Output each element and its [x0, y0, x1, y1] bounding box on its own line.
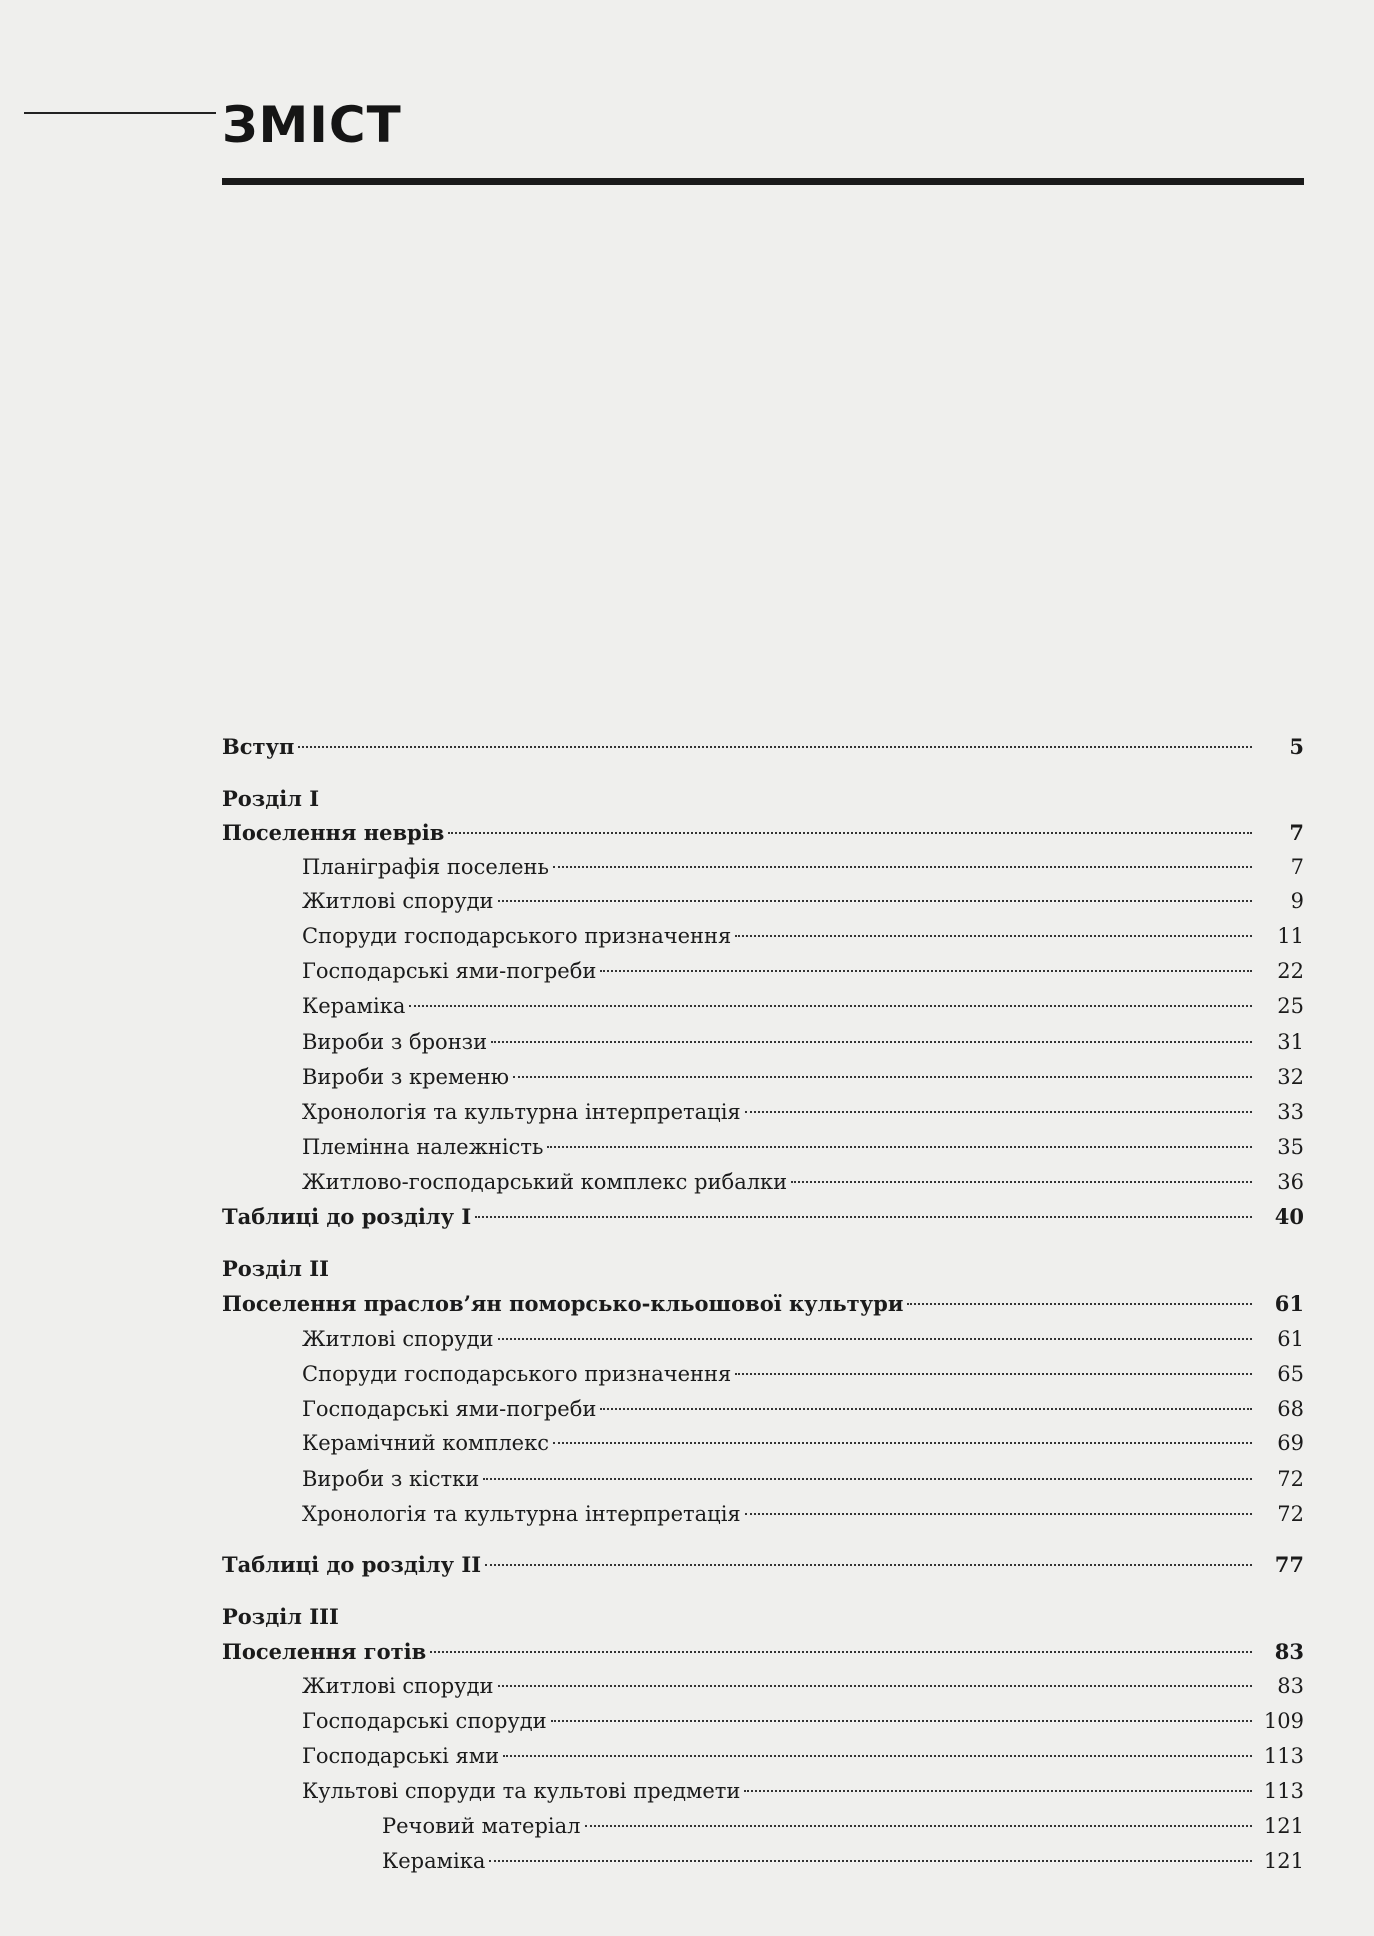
- toc-page-number: 61: [1274, 1291, 1304, 1316]
- toc-page-number: 121: [1263, 1849, 1304, 1873]
- toc-entry: [302, 919, 1304, 953]
- toc-entry-label: Хронологія та культурна інтерпретація: [302, 1502, 741, 1526]
- toc-entry: [302, 1392, 1304, 1426]
- toc-page-number: 109: [1263, 1709, 1304, 1733]
- toc-entry-label: Кераміка: [382, 1849, 486, 1873]
- toc-entry: [302, 1095, 1304, 1129]
- toc-entry: [222, 782, 1304, 816]
- toc-page-number: 72: [1277, 1502, 1304, 1526]
- toc-entry-label: Розділ I: [222, 786, 320, 811]
- toc-entry-label: Вироби з кременю: [302, 1065, 509, 1089]
- toc-entry-label: Культові споруди та культові предмети: [302, 1779, 741, 1803]
- toc-entry-label: Таблиці до розділу I: [222, 1204, 472, 1229]
- page-title: ЗМІСТ: [222, 96, 402, 154]
- toc-entry: [222, 816, 1304, 850]
- toc-entry-label: Розділ II: [222, 1256, 329, 1281]
- toc-entry: [302, 1426, 1304, 1460]
- toc-entry: [302, 954, 1304, 988]
- toc-entry-label: Таблиці до розділу II: [222, 1552, 482, 1577]
- header-rule-left: [24, 112, 216, 114]
- toc-dot-leader: [600, 1408, 1252, 1410]
- toc-entry-label: Керамічний комплекс: [302, 1431, 549, 1455]
- toc-entry: [222, 1287, 1304, 1321]
- toc-dot-leader: [475, 1216, 1252, 1218]
- toc-entry: [302, 1165, 1304, 1199]
- toc-dot-leader: [489, 1860, 1252, 1862]
- toc-page-number: 32: [1277, 1065, 1304, 1089]
- toc-entry-label: Вступ: [222, 734, 295, 759]
- toc-entry-label: Племінна належність: [302, 1135, 544, 1159]
- toc-entry: [222, 1200, 1304, 1234]
- toc-entry: [302, 850, 1304, 884]
- toc-entry: [302, 1357, 1304, 1391]
- toc-entry: [222, 1600, 1304, 1634]
- toc-page-number: 40: [1274, 1204, 1304, 1229]
- toc-entry: [302, 1497, 1304, 1531]
- toc-page-number: 113: [1263, 1779, 1304, 1803]
- toc-entry-label: Господарські споруди: [302, 1709, 547, 1733]
- toc-dot-leader: [448, 832, 1252, 834]
- toc-page-number: 5: [1289, 734, 1304, 759]
- toc-dot-leader: [553, 1442, 1252, 1444]
- toc-entry: [222, 1252, 1304, 1286]
- toc-entry-label: Господарські ями-погреби: [302, 959, 597, 983]
- toc-dot-leader: [551, 1720, 1252, 1722]
- toc-entry-label: Розділ III: [222, 1604, 339, 1629]
- toc-page-number: 77: [1274, 1552, 1304, 1577]
- toc-page-number: 35: [1277, 1135, 1304, 1159]
- toc-entry: [382, 1844, 1304, 1878]
- toc-entry-label: Планіграфія поселень: [302, 855, 549, 879]
- toc-dot-leader: [298, 746, 1252, 748]
- toc-dot-leader: [547, 1146, 1252, 1148]
- toc-dot-leader: [907, 1303, 1252, 1305]
- toc-page-number: 113: [1263, 1744, 1304, 1768]
- toc-dot-leader: [483, 1478, 1252, 1480]
- toc-entry-label: Поселення праслов’ян поморсько-кльошової культури: [222, 1291, 904, 1316]
- toc-entry-label: Поселення готів: [222, 1639, 427, 1664]
- toc-page-number: 7: [1290, 855, 1304, 879]
- toc-entry: [302, 1774, 1304, 1808]
- toc-entry-label: Поселення неврів: [222, 820, 445, 845]
- toc-page-number: 68: [1277, 1397, 1304, 1421]
- toc-entry-label: Речовий матеріал: [382, 1814, 581, 1838]
- toc-entry: [302, 1322, 1304, 1356]
- toc-entry-label: Хронологія та культурна інтерпретація: [302, 1100, 741, 1124]
- toc-page-number: 72: [1277, 1467, 1304, 1491]
- toc-dot-leader: [498, 1338, 1252, 1340]
- toc-dot-leader: [600, 970, 1252, 972]
- toc-entry-label: Споруди господарського призначення: [302, 924, 732, 948]
- toc-entry: [222, 730, 1304, 764]
- toc-entry-label: Житлові споруди: [302, 889, 494, 913]
- toc-entry: [382, 1809, 1304, 1843]
- toc-dot-leader: [735, 1373, 1252, 1375]
- toc-entry: [302, 989, 1304, 1023]
- toc-entry-label: Господарські ями-погреби: [302, 1397, 597, 1421]
- toc-entry: [302, 1739, 1304, 1773]
- toc-page-number: 33: [1277, 1100, 1304, 1124]
- toc-page-number: 65: [1277, 1362, 1304, 1386]
- toc-entry: [302, 1025, 1304, 1059]
- toc-entry-label: Житлові споруди: [302, 1674, 494, 1698]
- toc-page-number: 83: [1277, 1674, 1304, 1698]
- toc-dot-leader: [498, 1685, 1252, 1687]
- toc-page-number: 36: [1277, 1170, 1304, 1194]
- toc-dot-leader: [585, 1825, 1253, 1827]
- toc-entry-label: Вироби з кістки: [302, 1467, 480, 1491]
- toc-page-number: 61: [1277, 1327, 1304, 1351]
- toc-dot-leader: [735, 935, 1252, 937]
- toc-dot-leader: [409, 1005, 1252, 1007]
- toc-dot-leader: [498, 900, 1252, 902]
- toc-page-number: 22: [1277, 959, 1304, 983]
- toc-entry: [302, 1130, 1304, 1164]
- toc-entry-label: Житлово-господарський комплекс рибалки: [302, 1170, 788, 1194]
- toc-entry: [302, 884, 1304, 918]
- toc-entry-label: Господарські ями: [302, 1744, 500, 1768]
- toc-page-number: 9: [1290, 889, 1304, 913]
- toc-page-number: 25: [1277, 994, 1304, 1018]
- toc-dot-leader: [513, 1076, 1252, 1078]
- toc-page-number: 69: [1277, 1431, 1304, 1455]
- toc-entry: [302, 1462, 1304, 1496]
- toc-page-number: 83: [1274, 1639, 1304, 1664]
- toc-entry-label: Житлові споруди: [302, 1327, 494, 1351]
- toc-entry-label: Кераміка: [302, 994, 406, 1018]
- toc-dot-leader: [744, 1790, 1252, 1792]
- toc-dot-leader: [745, 1513, 1252, 1515]
- toc-page-number: 7: [1289, 820, 1304, 845]
- toc-entry: [302, 1704, 1304, 1738]
- toc-page-number: 11: [1277, 924, 1304, 948]
- title-underline: [222, 178, 1304, 185]
- toc-dot-leader: [485, 1564, 1252, 1566]
- toc-dot-leader: [791, 1181, 1252, 1183]
- toc-dot-leader: [503, 1755, 1252, 1757]
- toc-dot-leader: [430, 1651, 1252, 1653]
- toc-entry: [222, 1548, 1304, 1582]
- toc-entry: [222, 1635, 1304, 1669]
- toc-entry-label: Вироби з бронзи: [302, 1030, 488, 1054]
- toc-entry: [302, 1669, 1304, 1703]
- toc-page-number: 121: [1263, 1814, 1304, 1838]
- toc-entry: [302, 1060, 1304, 1094]
- toc-dot-leader: [745, 1111, 1252, 1113]
- toc-dot-leader: [491, 1041, 1252, 1043]
- toc-dot-leader: [553, 866, 1252, 868]
- toc-page-number: 31: [1277, 1030, 1304, 1054]
- toc-entry-label: Споруди господарського призначення: [302, 1362, 732, 1386]
